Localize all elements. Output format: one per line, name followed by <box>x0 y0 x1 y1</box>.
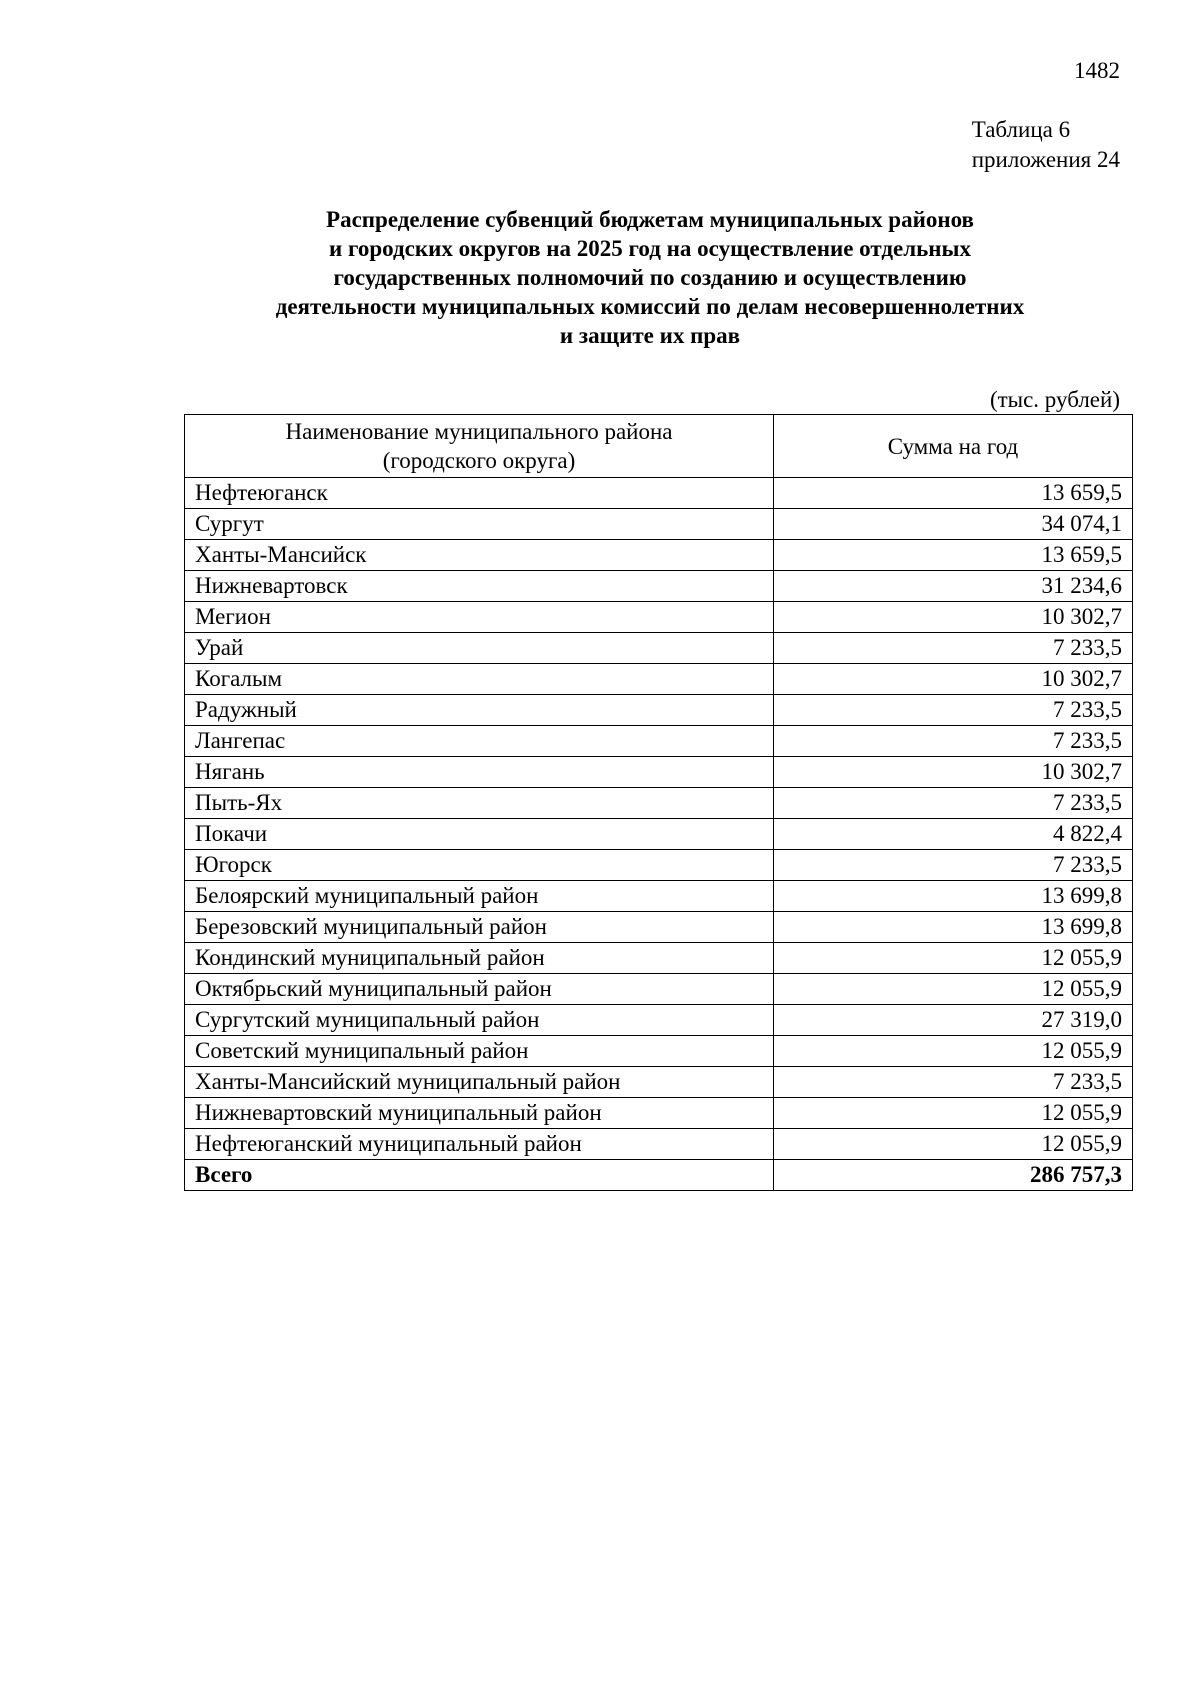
table-reference <box>972 115 1120 175</box>
row-name: Кондинский муниципальный район <box>185 943 774 974</box>
row-amount: 13 659,5 <box>774 478 1133 509</box>
title-line: Распределение субвенций бюджетам муниципальных районов <box>326 207 974 232</box>
table-row <box>185 819 1133 850</box>
title-line: государственных полномочий по созданию и осуществлению <box>333 265 967 290</box>
row-name: Покачи <box>185 819 774 850</box>
row-amount: 12 055,9 <box>774 943 1133 974</box>
table-row <box>185 540 1133 571</box>
row-name: Ханты-Мансийский муниципальный район <box>185 1067 774 1098</box>
row-amount: 12 055,9 <box>774 1036 1133 1067</box>
table-row <box>185 478 1133 509</box>
table-row <box>185 695 1133 726</box>
row-name: Урай <box>185 633 774 664</box>
table-row <box>185 974 1133 1005</box>
table-row <box>185 757 1133 788</box>
row-amount: 7 233,5 <box>774 633 1133 664</box>
row-amount: 12 055,9 <box>774 1098 1133 1129</box>
row-name: Лангепас <box>185 726 774 757</box>
table-row <box>185 1005 1133 1036</box>
row-amount: 12 055,9 <box>774 974 1133 1005</box>
row-name: Октябрьский муниципальный район <box>185 974 774 1005</box>
total-row <box>185 1160 1133 1191</box>
row-amount: 7 233,5 <box>774 695 1133 726</box>
row-amount: 13 659,5 <box>774 540 1133 571</box>
table-header-row <box>185 415 1133 478</box>
row-amount: 10 302,7 <box>774 757 1133 788</box>
table-reference-line-1: Таблица 6 <box>971 117 1071 142</box>
row-name: Нижневартовск <box>185 571 774 602</box>
table-row <box>185 912 1133 943</box>
page-number: 1482 <box>1074 58 1120 83</box>
row-name: Сургут <box>185 509 774 540</box>
table-row <box>185 633 1133 664</box>
row-name: Пыть-Ях <box>185 788 774 819</box>
row-amount: 7 233,5 <box>774 788 1133 819</box>
title-line: и защите их прав <box>559 323 741 348</box>
table-row <box>185 788 1133 819</box>
row-name: Ханты-Мансийск <box>185 540 774 571</box>
row-amount: 10 302,7 <box>774 602 1133 633</box>
table-row <box>185 602 1133 633</box>
row-name: Нягань <box>185 757 774 788</box>
table-row <box>185 1129 1133 1160</box>
row-amount: 12 055,9 <box>774 1129 1133 1160</box>
row-name: Мегион <box>185 602 774 633</box>
row-name: Сургутский муниципальный район <box>185 1005 774 1036</box>
table-reference-line-2: приложения 24 <box>971 147 1120 172</box>
row-name: Нижневартовский муниципальный район <box>185 1098 774 1129</box>
row-name: Советский муниципальный район <box>185 1036 774 1067</box>
row-name: Березовский муниципальный район <box>185 912 774 943</box>
table-body <box>185 478 1133 1191</box>
row-amount: 34 074,1 <box>774 509 1133 540</box>
row-amount: 7 233,5 <box>774 1067 1133 1098</box>
row-amount: 13 699,8 <box>774 912 1133 943</box>
total-amount: 286 757,3 <box>774 1160 1133 1191</box>
row-amount: 4 822,4 <box>774 819 1133 850</box>
title-line: деятельности муниципальных комиссий по делам несовершеннолетних <box>275 294 1025 319</box>
header-name <box>185 415 774 478</box>
table-row <box>185 1098 1133 1129</box>
header-name-line-2: (городского округа) <box>382 448 576 473</box>
row-amount: 31 234,6 <box>774 571 1133 602</box>
row-amount: 13 699,8 <box>774 881 1133 912</box>
table-row <box>185 664 1133 695</box>
table-row <box>185 726 1133 757</box>
row-name: Радужный <box>185 695 774 726</box>
header-name-line-1: Наименование муниципального района <box>285 419 673 444</box>
row-amount: 7 233,5 <box>774 726 1133 757</box>
subvention-table <box>184 414 1133 1191</box>
table-row <box>185 1067 1133 1098</box>
header-amount: Сумма на год <box>774 415 1133 478</box>
total-label: Всего <box>185 1160 774 1191</box>
document-title <box>160 205 1140 350</box>
table-row <box>185 1036 1133 1067</box>
units-label: (тыс. рублей) <box>989 387 1120 412</box>
row-name: Белоярский муниципальный район <box>185 881 774 912</box>
row-amount: 27 319,0 <box>774 1005 1133 1036</box>
row-amount: 7 233,5 <box>774 850 1133 881</box>
table-row <box>185 850 1133 881</box>
table-row <box>185 509 1133 540</box>
row-name: Нефтеюганский муниципальный район <box>185 1129 774 1160</box>
row-name: Югорск <box>185 850 774 881</box>
row-name: Когалым <box>185 664 774 695</box>
table-row <box>185 571 1133 602</box>
row-name: Нефтеюганск <box>185 478 774 509</box>
table-row <box>185 881 1133 912</box>
row-amount: 10 302,7 <box>774 664 1133 695</box>
table-row <box>185 943 1133 974</box>
title-line: и городских округов на 2025 год на осуществление отдельных <box>329 236 971 261</box>
